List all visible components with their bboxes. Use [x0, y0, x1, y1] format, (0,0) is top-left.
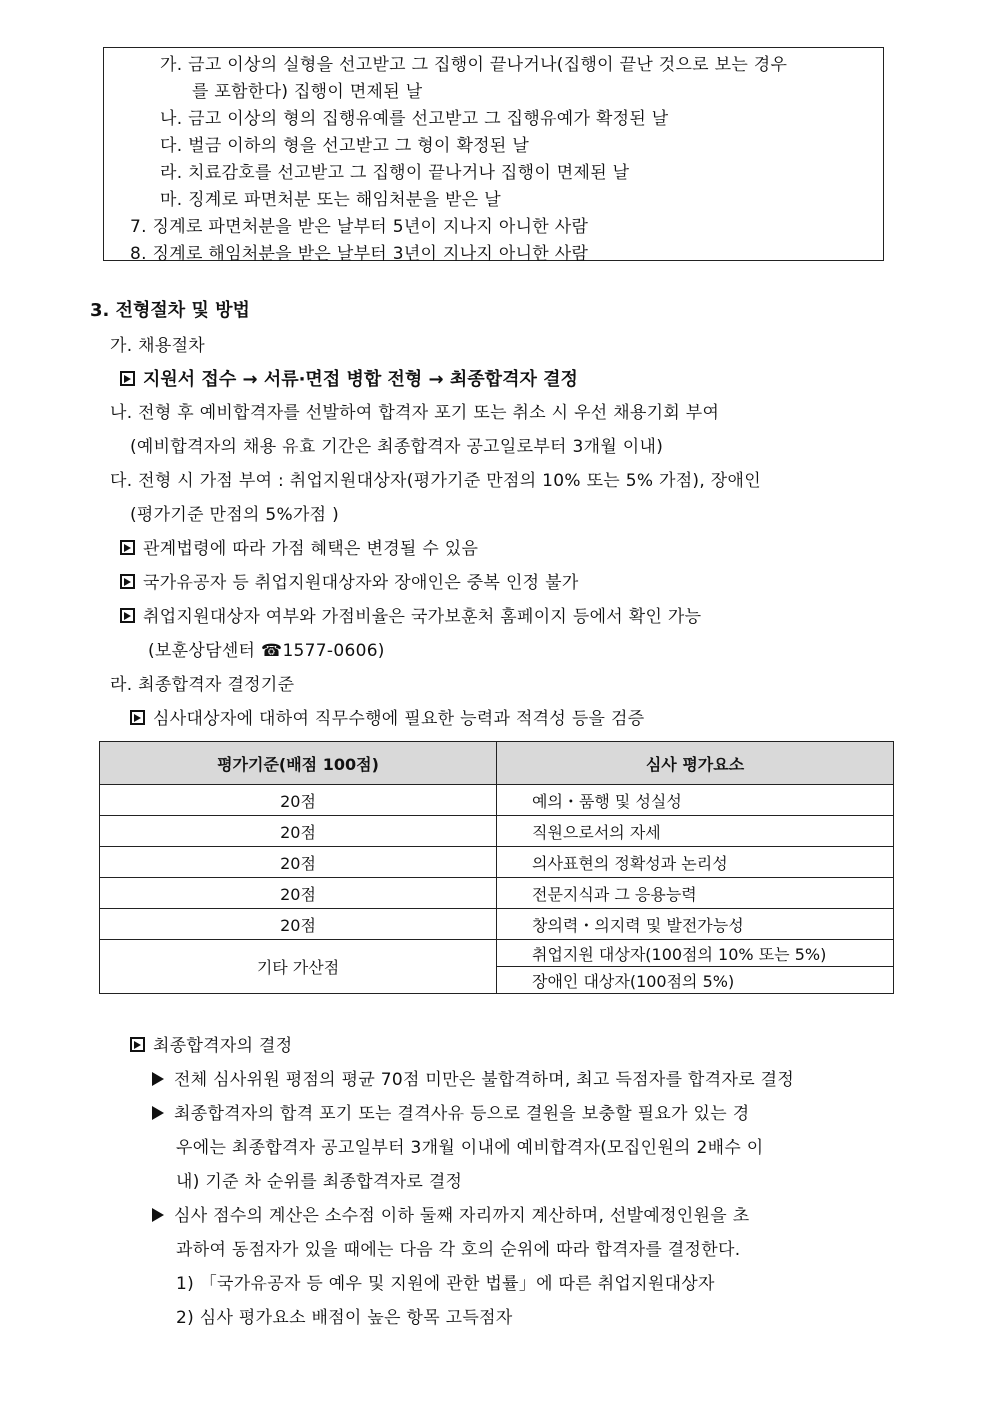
table-cell-item: 장애인 대상자(100점의 5%) [497, 967, 894, 994]
table-cell-score: 20점 [100, 847, 497, 878]
table-row [100, 940, 894, 967]
table-cell-item: 창의력・의지력 및 발전가능성 [497, 909, 894, 940]
arrow-box-icon [130, 1037, 145, 1052]
table-header-row [100, 742, 894, 785]
final-title-text: 최종합격자의 결정 [153, 1036, 293, 1056]
table-row [100, 878, 894, 909]
table-row [100, 816, 894, 847]
final-bullet-2-text: 최종합격자의 합격 포기 또는 결격사유 등으로 결원을 보충할 필요가 있는 경 [174, 1104, 750, 1124]
triangle-bullet-icon [152, 1208, 164, 1222]
final-bullet-3 [152, 1201, 749, 1226]
da-note3 [120, 602, 701, 627]
section-title: 3. 전형절차 및 방법 [90, 300, 250, 321]
arrow-box-icon [120, 608, 135, 623]
table-row [100, 785, 894, 816]
table-row [100, 847, 894, 878]
triangle-bullet-icon [152, 1072, 164, 1086]
da-note2-text: 국가유공자 등 취업지원대상자와 장애인은 중복 인정 불가 [143, 573, 579, 593]
arrow-box-icon [120, 574, 135, 589]
ra-title: 라. 최종합격자 결정기준 [110, 675, 295, 695]
box-line-da: 다. 벌금 이하의 형을 선고받고 그 형이 확정된 날 [160, 136, 530, 156]
final-sub-1: 1) 「국가유공자 등 예우 및 지원에 관한 법률」에 따른 취업지원대상자 [176, 1274, 715, 1294]
box-line-7: 7. 징계로 파면처분을 받은 날부터 5년이 지나지 아니한 사람 [130, 217, 589, 237]
ga-flow [120, 365, 578, 391]
final-bullet-2-line3: 내) 기준 차 순위를 최종합격자로 결정 [176, 1172, 463, 1192]
table-cell-item: 취업지원 대상자(100점의 10% 또는 5%) [497, 940, 894, 967]
final-bullet-2-line2: 우에는 최종합격자 공고일부터 3개월 이내에 예비합격자(모집인원의 2배수 이 [176, 1138, 764, 1158]
ra-note [130, 704, 644, 729]
da-note3b: (보훈상담센터 ☎1577-0606) [148, 641, 385, 661]
da-note3-text: 취업지원대상자 여부와 가점비율은 국가보훈처 홈페이지 등에서 확인 가능 [143, 607, 702, 627]
table-cell-item: 직원으로서의 자세 [497, 816, 894, 847]
box-line-na: 나. 금고 이상의 형의 집행유예를 선고받고 그 집행유예가 확정된 날 [160, 109, 669, 129]
table-cell-score: 20점 [100, 878, 497, 909]
arrow-box-icon [120, 540, 135, 555]
table-header: 평가기준(배점 100점) [100, 742, 497, 785]
table-cell-extra-label: 기타 가산점 [100, 940, 497, 994]
box-line-ra: 라. 치료감호를 선고받고 그 집행이 끝나거나 집행이 면제된 날 [160, 163, 630, 183]
da-line2: (평가기준 만점의 5%가점 ) [130, 505, 340, 525]
box-line-ga: 가. 금고 이상의 실형을 선고받고 그 집행이 끝나거나(집행이 끝난 것으로 보는 경우 [160, 55, 788, 75]
table-cell-score: 20점 [100, 785, 497, 816]
table-row [100, 909, 894, 940]
final-bullet-3-line2: 과하여 동점자가 있을 때에는 다음 각 호의 순위에 따라 합격자를 결정한다. [176, 1240, 741, 1260]
final-sub-2: 2) 심사 평가요소 배점이 높은 항목 고득점자 [176, 1308, 513, 1328]
table-cell-item: 의사표현의 정확성과 논리성 [497, 847, 894, 878]
da-line1: 다. 전형 시 가점 부여 : 취업지원대상자(평가기준 만점의 10% 또는 5% 가점), 장애인 [110, 471, 761, 491]
na-line1: 나. 전형 후 예비합격자를 선발하여 합격자 포기 또는 취소 시 우선 채용기회 부여 [110, 403, 720, 423]
final-bullet-3-text: 심사 점수의 계산은 소수점 이하 둘째 자리까지 계산하며, 선발예정인원을 초 [174, 1206, 750, 1226]
na-line2: (예비합격자의 채용 유효 기간은 최종합격자 공고일로부터 3개월 이내) [130, 437, 664, 457]
final-bullet-1-text: 전체 심사위원 평점의 평균 70점 미만은 불합격하며, 최고 득점자를 합격자로 결정 [174, 1070, 795, 1090]
arrow-box-icon [130, 710, 145, 725]
ra-note-text: 심사대상자에 대하여 직무수행에 필요한 능력과 적격성 등을 검증 [153, 709, 645, 729]
table-cell-item: 전문지식과 그 응용능력 [497, 878, 894, 909]
da-note2 [120, 568, 579, 593]
table-cell-score: 20점 [100, 909, 497, 940]
da-note1-text: 관계법령에 따라 가점 혜택은 변경될 수 있음 [143, 539, 479, 559]
table-cell-score: 20점 [100, 816, 497, 847]
da-note1 [120, 534, 478, 559]
final-bullet-2 [152, 1099, 749, 1124]
final-title [130, 1031, 292, 1056]
ga-flow-text: 지원서 접수 → 서류·면접 병합 전형 → 최종합격자 결정 [143, 369, 578, 390]
box-line-8: 8. 징계로 해임처분을 받은 날부터 3년이 지나지 아니한 사람 [130, 244, 589, 264]
triangle-bullet-icon [152, 1106, 164, 1120]
box-line-ma: 마. 징계로 파면처분 또는 해임처분을 받은 날 [160, 190, 501, 210]
ga-title: 가. 채용절차 [110, 336, 206, 356]
arrow-box-icon [120, 371, 135, 386]
final-bullet-1 [152, 1065, 794, 1090]
criteria-table [99, 741, 894, 994]
box-line-ga-cont: 를 포함한다) 집행이 면제된 날 [192, 82, 423, 102]
table-header: 심사 평가요소 [497, 742, 894, 785]
table-cell-item: 예의・품행 및 성실성 [497, 785, 894, 816]
